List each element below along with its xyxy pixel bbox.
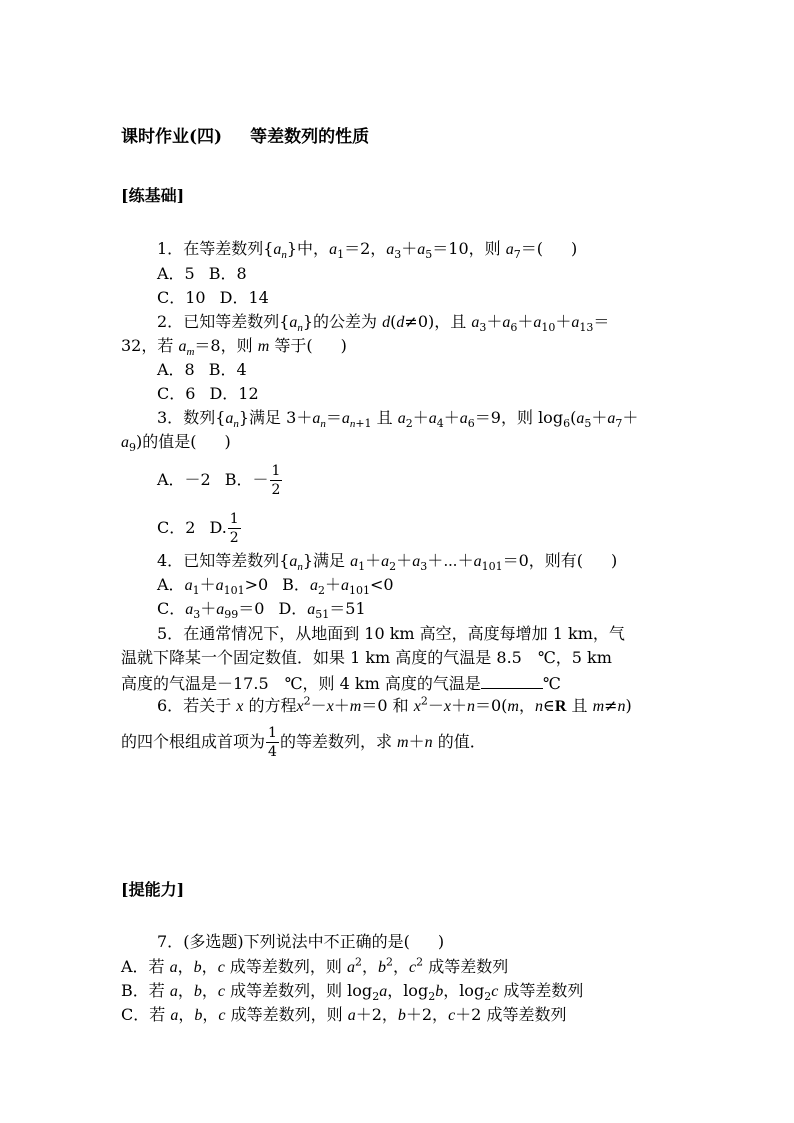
title-label: 课时作业(四) (121, 127, 223, 147)
question-6: 6．若关于 x 的方程$x^2-x+m=0$ 和 $x^2-x+n=0(m$，n∈R 且 m≠n) (157, 694, 632, 715)
question-3-options-ab: A．－2 B．－ $\frac{1}{2}$ (157, 463, 281, 498)
fraction-one-half: $\frac{1}{2}$ (229, 511, 239, 546)
page-title (121, 127, 369, 147)
question-7-option-b: B．若 a，b，c 成等差数列，则 $\log_2a$，$\log_2b$，$\log_2c$ 成等差数列 (121, 981, 584, 1004)
question-5: 5．在通常情况下，从地面到 10 km 高空，高度每增加 1 km，气 (157, 624, 625, 643)
question-2-line-2: 32，若 $a_m=8$，则 m 等于( ) (121, 336, 347, 359)
question-7: 7．(多选题)下列说法中不正确的是( ) (157, 932, 445, 951)
question-2-options-cd: C．6 D．12 (157, 384, 259, 403)
section-advanced: [提能力] (121, 880, 185, 899)
question-1: 1．在等差数列$\{a_n\}$中，$a_1=2$，$a_3+a_5=10$，则 $a_7=$( ) (157, 239, 578, 262)
section-basic: [练基础] (121, 186, 185, 205)
question-3: 3．数列$\{a_n\}$满足 $3+a_n=a_{n+1}$ 且 $a_2+a_4+a_6=9$，则 $\log_6(a_5+a_7+$ (157, 408, 639, 431)
question-7-option-c: C．若 a，b，c 成等差数列，则 a＋2，b＋2，c＋2 成等差数列 (121, 1005, 567, 1024)
question-4-options-cd: C．$a_3+a_{99}=0$ D．$a_{51}=51$ (157, 599, 366, 622)
question-3-options-cd: C．2 D. $\frac{1}{2}$ (157, 511, 239, 546)
question-5-line-2: 温就下降某一个固定数值．如果 1 km 高度的气温是 8.5 ℃，5 km (121, 648, 612, 667)
question-4-options-ab: A．$a_1+a_{101}>0$ B．$a_2+a_{101}<0$ (157, 575, 394, 598)
question-6-line-2: 的四个根组成首项为 $\frac{1}{4}$ 的等差数列，求 m＋n 的值． (121, 725, 486, 760)
answer-blank[interactable] (481, 672, 543, 689)
question-5-line-3: 高度的气温是－17.5 ℃，则 4 km 高度的气温是 ℃ (121, 674, 561, 693)
question-2-options-ab: A．8 B．4 (157, 360, 247, 379)
title-topic: 等差数列的性质 (250, 127, 370, 147)
fraction-one-half: $\frac{1}{2}$ (271, 463, 281, 498)
question-4: 4．已知等差数列$\{a_n\}$满足 $a_1+a_2+a_3+\cdots+a_{101}=0$，则有( ) (157, 551, 618, 574)
fraction-one-quarter: $\frac{1}{4}$ (268, 725, 277, 760)
question-2: 2．已知等差数列$\{a_n\}$的公差为 d(d≠0)，且 $a_3+a_6+a_{10}+a_{13}=$ (157, 312, 610, 335)
question-1-options-ab: A．5 B．8 (157, 264, 247, 283)
question-3-line-2: $a_9$)的值是( ) (121, 432, 231, 455)
question-1-options-cd: C．10 D．14 (157, 288, 269, 307)
question-7-option-a: A．若 a，b，c 成等差数列，则 $a^2$，$b^2$，$c^2$ 成等差数列 (121, 955, 509, 976)
